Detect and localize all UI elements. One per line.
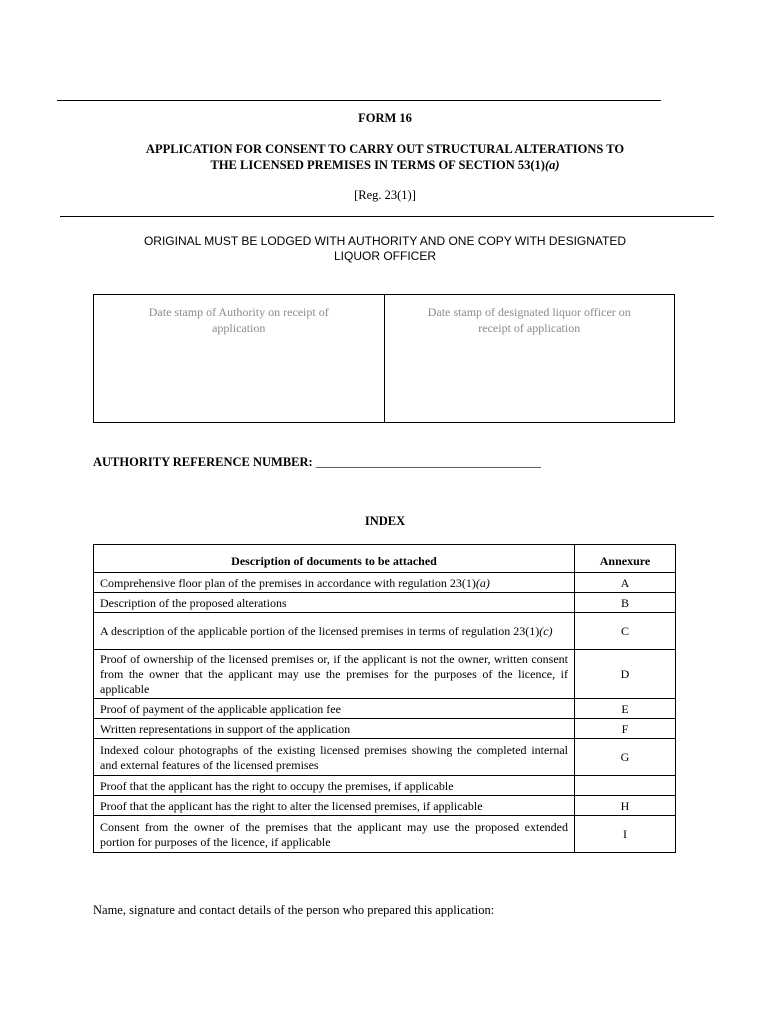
authority-stamp-label: Date stamp of Authority on receipt of application <box>148 305 329 335</box>
annexure-letter: C <box>575 613 676 650</box>
table-row <box>94 573 676 593</box>
annexure-letter: D <box>575 650 676 699</box>
lodging-instructions <box>0 234 770 264</box>
document-description: A description of the applicable portion of the licensed premises in terms of regulation 23(1)(c) <box>94 613 575 650</box>
table-row <box>94 816 676 853</box>
lodging-instructions-line1: ORIGINAL MUST BE LODGED WITH AUTHORITY AND ONE COPY WITH DESIGNATED <box>143 234 627 248</box>
document-description: Indexed colour photographs of the existing licensed premises showing the completed internal and external features of the licensed premises <box>94 739 575 776</box>
document-description: Consent from the owner of the premises that the applicant may use the proposed extended portion for purposes of the licence, if applicable <box>94 816 575 853</box>
table-row <box>94 650 676 699</box>
annexure-letter: B <box>575 593 676 613</box>
description-header: Description of documents to be attached <box>94 545 575 573</box>
table-row <box>94 776 676 796</box>
reference-blank-field[interactable]: ____________________________________ <box>315 455 541 469</box>
annexure-letter <box>575 776 676 796</box>
document-description: Description of the proposed alterations <box>94 593 575 613</box>
prepared-by-label: Name, signature and contact details of the person who prepared this application: <box>93 903 495 917</box>
lodging-instructions-line2: LIQUOR OFFICER <box>333 249 436 263</box>
document-description: Proof that the applicant has the right to alter the licensed premises, if applicable <box>94 796 575 816</box>
document-description: Comprehensive floor plan of the premises in accordance with regulation 23(1)(a) <box>94 573 575 593</box>
table-row <box>94 613 676 650</box>
table-row <box>94 719 676 739</box>
annexure-letter: A <box>575 573 676 593</box>
form-title <box>0 141 770 173</box>
annexure-letter: E <box>575 699 676 719</box>
index-header-row <box>94 545 676 573</box>
annexure-header: Annexure <box>575 545 676 573</box>
form-title-line2: THE LICENSED PREMISES IN TERMS OF SECTION 53(1)(a) <box>210 158 560 172</box>
table-row <box>94 593 676 613</box>
index-body <box>94 573 676 853</box>
top-rule <box>57 100 661 101</box>
authority-reference-number <box>93 455 541 470</box>
annexure-letter: I <box>575 816 676 853</box>
annexure-letter: G <box>575 739 676 776</box>
authority-stamp-box[interactable] <box>94 295 384 422</box>
table-row <box>94 699 676 719</box>
annexure-letter: H <box>575 796 676 816</box>
document-description: Proof of ownership of the licensed premises or, if the applicant is not the owner, written consent from the owner that the applicant may use the premises for the purposes of the licence, if applicable <box>94 650 575 699</box>
officer-stamp-label: Date stamp of designated liquor officer on receipt of application <box>427 305 631 335</box>
table-row <box>94 739 676 776</box>
reference-label: AUTHORITY REFERENCE NUMBER: <box>93 455 313 469</box>
annexure-letter: F <box>575 719 676 739</box>
regulation-reference: [Reg. 23(1)] <box>354 188 416 202</box>
table-row <box>94 796 676 816</box>
document-description: Proof of payment of the applicable application fee <box>94 699 575 719</box>
document-description: Proof that the applicant has the right to occupy the premises, if applicable <box>94 776 575 796</box>
header-bottom-rule <box>60 216 714 217</box>
document-description: Written representations in support of the application <box>94 719 575 739</box>
form-number: FORM 16 <box>358 111 412 125</box>
index-table <box>93 544 676 853</box>
officer-stamp-box[interactable] <box>384 295 675 422</box>
date-stamp-boxes <box>93 294 675 423</box>
index-title: INDEX <box>364 514 406 528</box>
form-title-line1: APPLICATION FOR CONSENT TO CARRY OUT STRUCTURAL ALTERATIONS TO <box>145 142 625 156</box>
